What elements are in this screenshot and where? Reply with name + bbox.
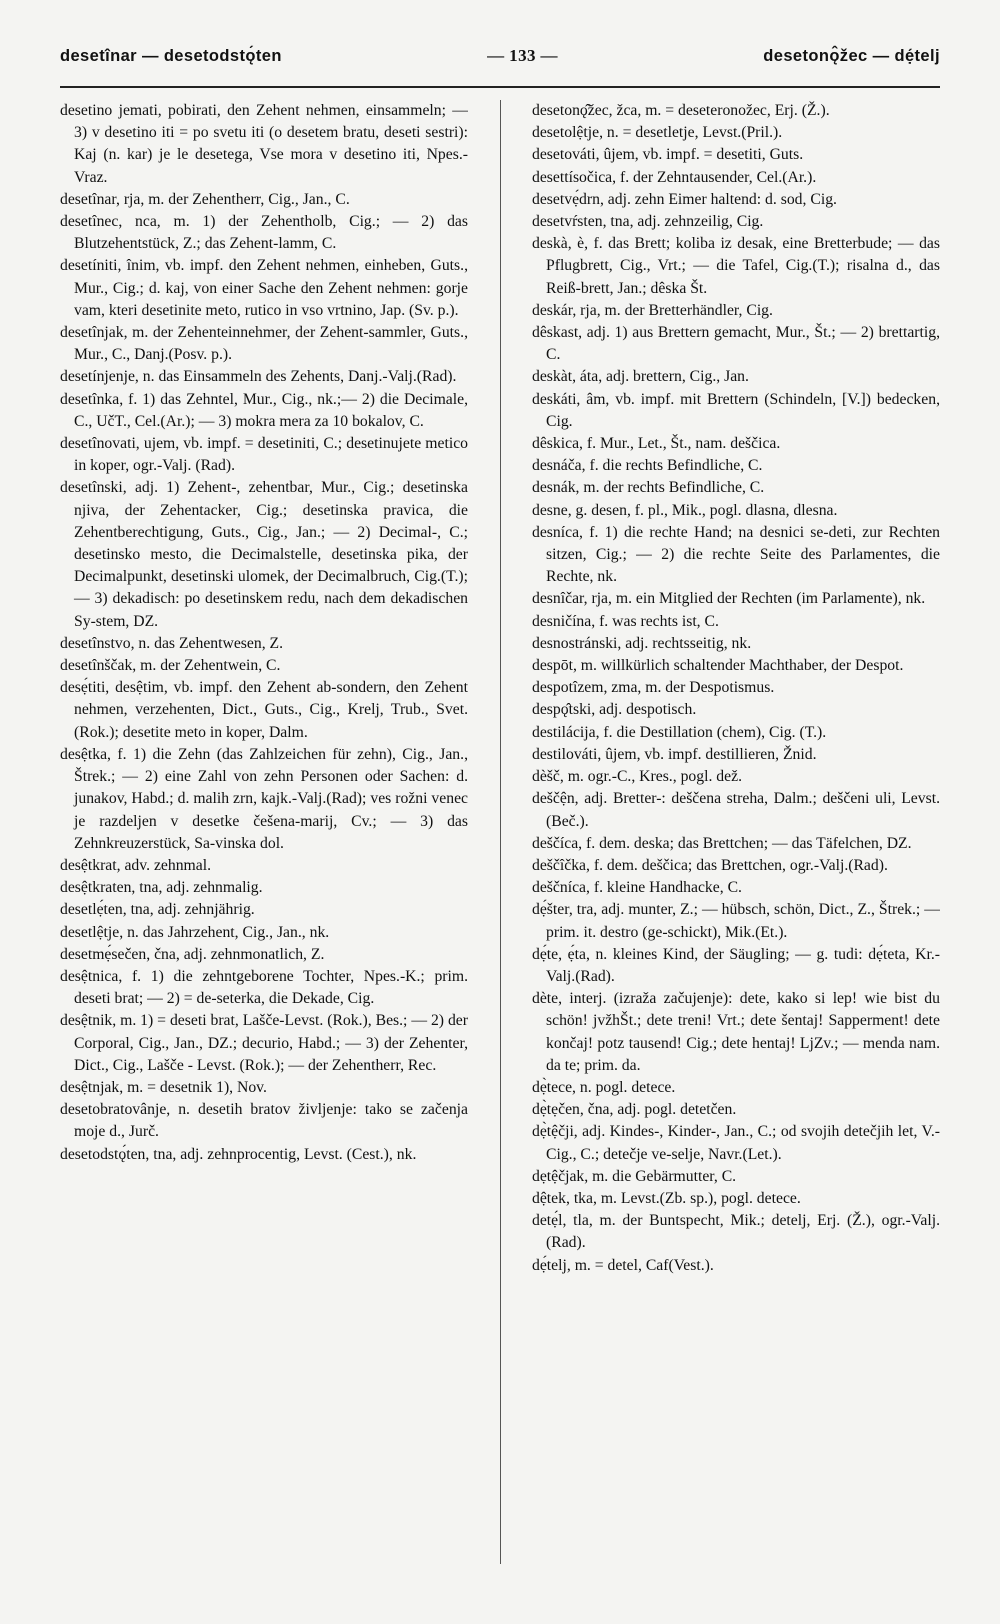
dictionary-entry: desệtnjak, m. = desetnik 1), Nov.	[60, 1078, 267, 1096]
dictionary-entry: deščîčka, f. dem. deščica; das Brettchen, ogr.-Valj.(Rad).	[532, 856, 888, 874]
dictionary-entry: destilováti, ûjem, vb. impf. destillieren, Žnid.	[532, 745, 817, 763]
dictionary-entry: deskáti, âm, vb. impf. mit Brettern (Schindeln, [V.]) bedecken, Cig.	[532, 390, 940, 430]
dictionary-entry: destilácija, f. die Destillation (chem), Cig. (T.).	[532, 723, 827, 741]
dictionary-entry: desnáča, f. die rechts Befindliche, C.	[532, 457, 763, 475]
dictionary-entry: desetonǫ̂žec, žca, m. = deseteronožec, Erj. (Ž.).	[532, 102, 830, 119]
dictionary-entry: deščện, adj. Bretter-: deščena streha, Dalm.; deščeni uli, Levst.(Beč.).	[532, 790, 940, 830]
dictionary-entry: desetlẹ́ten, tna, adj. zehnjährig.	[60, 901, 255, 919]
left-column	[60, 100, 468, 1564]
dictionary-entry: desetînski, adj. 1) Zehent-, zehentbar, Mur., Cig.; desetinska njiva, der Zehentacker, Cig.; desetinska pravica, die Zehentberechtigung, Guts., Cig., Jan.; — 2) Decimal-, C.; desetinsko mesto, die Decimalstelle, desetinska pika, der Decimalpunkt, desetinski ulomek, der Decimalbruch, Cig.(T.);— 3) dekadisch: po desetinskem redu, nach dem dekadischen Sy-stem, DZ.	[60, 479, 468, 630]
dictionary-entry: detẹ́l, tla, m. der Buntspecht, Mik.; detelj, Erj. (Ž.), ogr.-Valj.(Rad).	[532, 1212, 940, 1252]
dictionary-entry: desnák, m. der rechts Befindliche, C.	[532, 479, 765, 497]
page-number: — 133 —	[487, 46, 558, 65]
dictionary-entry: desệtka, f. 1) die Zehn (das Zahlzeichen für zehn), Cig., Jan., Štrek.; — 2) eine Zahl von zehn Personen oder Sachen: d. junakov, Habd.; d. malih zrn, kajk.-Valj.(Rad); ves rožni venec je razdeljen v desetke češena-marij, Cv.; — 3) das Zehnkreuzerstück, Sa-vinska dol.	[60, 745, 468, 852]
dictionary-entry: dète, interj. (izraža začujenje): dete, kako si lep! wie bist du schön! jvžhŠt.; dete treni! Vrt.; dete šentaj! Sapperment! dete končaj! potz tausend! Cig.; dete hentaj! LjZv.; — menda nam. da te; prim. da.	[532, 990, 940, 1074]
dictionary-entry: despotîzem, zma, m. der Despotismus.	[532, 679, 775, 697]
dictionary-entry: despǫ̂tski, adj. despotisch.	[532, 701, 697, 719]
dictionary-entry: despōt, m. willkürlich schaltender Machthaber, der Despot.	[532, 657, 904, 675]
dictionary-entry: desetino jemati, pobirati, den Zehent nehmen, einsammeln; — 3) v desetino iti = po svetu iti (o desetem bratu, deseti sestri): Kaj (n. kar) je le desetega, Vse mora v desetino iti, Npes.-Vraz.	[60, 102, 468, 186]
dictionary-entry: dẹtệčjak, m. die Gebärmutter, C.	[532, 1167, 737, 1185]
dictionary-entry: desetmẹ́sečen, čna, adj. zehnmonatlich, Z.	[60, 945, 325, 963]
dictionary-entry: desettísočica, f. der Zehntausender, Cel.(Ar.).	[532, 168, 817, 186]
dictionary-columns	[60, 100, 940, 1564]
dictionary-entry: dẹ́telj, m. = detel, Caf(Vest.).	[532, 1256, 714, 1274]
dictionary-entry: desetvŕsten, tna, adj. zehnzeilig, Cig.	[532, 213, 764, 231]
dictionary-entry: desetolệtje, n. = desetletje, Levst.(Pril.).	[532, 124, 783, 142]
dictionary-entry: desníca, f. 1) die rechte Hand; na desnici se-deti, zur Rechten sitzen, Cig.; — 2) die rechte Seite des Parlamentes, die Rechte, nk.	[532, 523, 940, 586]
dictionary-entry: dẹ́te, ẹ́ta, n. kleines Kind, der Säugling; — g. tudi: dẹ́teta, Kr.-Valj.(Rad).	[532, 945, 940, 985]
dictionary-entry: dẹ̀tệčji, adj. Kindes-, Kinder-, Jan., C.; od svojih detečjih let, V.-Cig., C.; detečje ve-selje, Navr.(Let.).	[532, 1123, 940, 1163]
right-column	[532, 100, 940, 1564]
dictionary-entry: dẹ̀tẹčen, čna, adj. pogl. detetčen.	[532, 1101, 737, 1119]
dictionary-entry: dẹ̀tece, n. pogl. detece.	[532, 1078, 676, 1096]
dictionary-entry: desetînščak, m. der Zehentwein, C.	[60, 657, 281, 675]
dictionary-entry: desetvẹ́drn, adj. zehn Eimer haltend: d. sod, Cig.	[532, 190, 837, 208]
dictionary-entry: deščníca, f. kleine Handhacke, C.	[532, 879, 742, 897]
dictionary-entry: deščíca, f. dem. deska; das Brettchen; — das Täfelchen, DZ.	[532, 834, 912, 852]
dictionary-entry: dệtek, tka, m. Levst.(Zb. sp.), pogl. detece.	[532, 1189, 801, 1207]
dictionary-entry: desetobratovânje, n. desetih bratov življenje: tako se začenja moje d., Jurč.	[60, 1101, 468, 1141]
dictionary-entry: desetînovati, ujem, vb. impf. = desetiniti, C.; desetinujete metico in koper, ogr.-Valj. (Rad).	[60, 435, 468, 475]
dictionary-entry: desetováti, ûjem, vb. impf. = desetiti, Guts.	[532, 146, 804, 164]
dictionary-entry: desẹ́titi, desệtim, vb. impf. den Zehent ab-sondern, den Zehent nehmen, verzehenten, Dict., Guts., Cig., Krelj, Trub., Svet.(Rok.); desetite meto in koper, Dalm.	[60, 679, 468, 741]
dictionary-entry: desệtkrat, adv. zehnmal.	[60, 856, 211, 874]
dictionary-entry: desetînar, rja, m. der Zehentherr, Cig., Jan., C.	[60, 190, 350, 208]
dictionary-entry: desnostránski, adj. rechtsseitig, nk.	[532, 634, 752, 652]
dictionary-entry: dèšč, m. ogr.-C., Kres., pogl. dež.	[532, 768, 742, 786]
dictionary-entry: desne, g. desen, f. pl., Mik., pogl. dlasna, dlesna.	[532, 501, 838, 519]
dictionary-entry: desnîčar, rja, m. ein Mitglied der Rechten (im Parlamente), nk.	[532, 590, 926, 608]
header-left-guide-words: desetînar — desetodstǫ́ten	[60, 46, 282, 65]
dictionary-entry: desničína, f. was rechts ist, C.	[532, 612, 719, 630]
page-header	[60, 38, 940, 74]
dictionary-entry: deskà, è, f. das Brett; koliba iz desak, eine Bretterbude; — das Pflugbrett, Cig., Vrt.; — die Tafel, Cig.(T.); risalna d., das Reiß-brett, Jan.; dêska Št.	[532, 235, 940, 297]
dictionary-entry: deskàt, áta, adj. brettern, Cig., Jan.	[532, 368, 749, 386]
dictionary-entry: deskár, rja, m. der Bretterhändler, Cig.	[532, 301, 773, 319]
dictionary-entry: desetíniti, înim, vb. impf. den Zehent nehmen, einheben, Guts., Mur., Cig.; d. kaj, von einer Sache den Zehent nehmen: gorje vam, kteri desetinite meto, rutico in vso vrtnino, Jap. (Sv. p.).	[60, 257, 468, 319]
header-right-guide-words: desetonǫ̂žec — dẹ́telj	[763, 46, 940, 65]
dictionary-entry: desetînstvo, n. das Zehentwesen, Z.	[60, 634, 284, 652]
dictionary-entry: dẹ́šter, tra, adj. munter, Z.; — hübsch, schön, Dict., Z., Štrek.; — prim. it. destro (ge-schickt), Mik.(Et.).	[532, 901, 940, 941]
dictionary-entry: dêskica, f. Mur., Let., Št., nam. deščica.	[532, 435, 781, 453]
dictionary-entry: desetînec, nca, m. 1) der Zehentholb, Cig.; — 2) das Blutzehentstück, Z.; das Zehent-lamm, C.	[60, 213, 468, 253]
dictionary-entry: desetínjenje, n. das Einsammeln des Zehents, Danj.-Valj.(Rad).	[60, 368, 457, 386]
dictionary-entry: desetlệtje, n. das Jahrzehent, Cig., Jan., nk.	[60, 923, 330, 941]
dictionary-entry: desetînjak, m. der Zehenteinnehmer, der Zehent-sammler, Guts., Mur., C., Danj.(Posv. p.).	[60, 324, 468, 364]
header-rule	[60, 86, 940, 88]
dictionary-entry: desệtnica, f. 1) die zehntgeborene Tochter, Npes.-K.; prim. deseti brat; — 2) = de-seterka, die Dekade, Cig.	[60, 967, 468, 1008]
dictionary-entry: dêskast, adj. 1) aus Brettern gemacht, Mur., Št.; — 2) brettartig, C.	[532, 324, 940, 364]
dictionary-entry: desetodstǫ́ten, tna, adj. zehnprocentig, Levst. (Cest.), nk.	[60, 1145, 417, 1163]
column-divider	[500, 100, 501, 1564]
dictionary-entry: desetînka, f. 1) das Zehntel, Mur., Cig., nk.;— 2) die Decimale, C., UčT., Cel.(Ar.); — 3) mokra mera za 10 bokalov, C.	[60, 390, 468, 430]
dictionary-entry: desệtkraten, tna, adj. zehnmalig.	[60, 879, 263, 897]
dictionary-entry: desệtnik, m. 1) = deseti brat, Lašče-Levst. (Rok.), Bes.; — 2) der Corporal, Cig., Jan., DZ.; decurio, Habd.; — 3) der Zehenter, Dict., Cig., Lašče - Levst. (Rok.); — der Zehentherr, Rec.	[60, 1012, 468, 1074]
